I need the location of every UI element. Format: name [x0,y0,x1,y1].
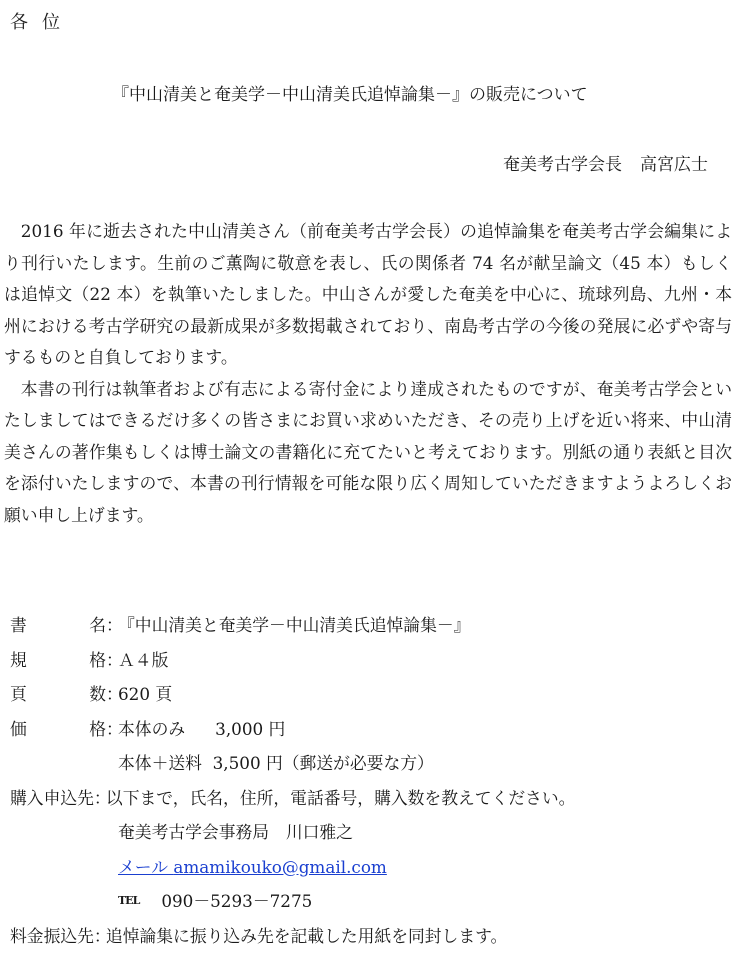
detail-row-tel [10,884,730,919]
detail-row-book-title [10,608,730,643]
detail-label-char: 書 [10,615,27,635]
detail-label [10,677,106,712]
colon: ： [106,684,123,704]
payment-value: 追悼論集に振り込み先を記載した用紙を同封します。 [105,925,508,946]
sender-line [503,150,708,175]
detail-label [10,643,106,678]
detail-value-price-body [118,712,285,747]
detail-row-format [10,643,730,678]
body-text [4,216,732,531]
detail-row-pages [10,677,730,712]
price-with-shipping-value: 3,500 円（郵送が必要な方） [212,753,434,773]
body-paragraph: 2016 年に逝去された中山清美さん（前奄美考古学会長）の追悼論集を奄美考古学会編集により刊行いたします。生前のご薫陶に敬意を表し、氏の関係者 74 名が献呈論文（45 本）もしくは追悼文（22 本）を執筆いたしました。中山さんが愛した奄美を中心に、琉球列島、九州・本州における考古学研究の最新成果が多数掲載されており、南島考古学の今後の発展に必ずや寄与するものと自負しております。 [4,221,732,367]
email-label: メール [118,856,169,877]
price-body-only-label: 本体のみ [118,718,186,739]
colon: ： [106,615,123,635]
detail-label-char: 格 [89,649,106,670]
detail-row-price-shipping [10,746,730,781]
detail-value-pages: 620 頁 [118,684,173,704]
book-details [10,608,730,953]
detail-label-char: 頁 [10,684,27,704]
detail-label [10,712,106,747]
detail-row-order [10,781,730,816]
tel-number: 090－5293－7275 [161,891,313,911]
detail-row-price [10,712,730,747]
detail-label [10,608,106,643]
price-body-only-value: 3,000 円 [215,718,286,739]
payment-label: 料金振込先 [10,925,94,946]
telephone-icon: TEL [118,894,140,907]
order-label: 購入申込先 [10,787,94,808]
detail-label-char: 規 [10,649,27,670]
addressee: 各位 [10,12,74,33]
price-with-shipping-label: 本体＋送料 [118,753,202,773]
sender-name: 高宮広士 [640,155,708,175]
detail-label-char: 価 [10,718,27,739]
document-title: 『中山清美と奄美学－中山清美氏追悼論集－』の販売について [112,85,588,105]
detail-value-book-title: 『中山清美と奄美学－中山清美氏追悼論集－』 [118,615,471,635]
detail-label-char: 格 [89,718,106,739]
colon: ： [106,718,123,739]
sender-org: 奄美考古学会長 [503,155,622,175]
detail-label-char: 数 [89,684,106,704]
detail-row-payment [10,919,730,954]
detail-row-office [10,815,730,850]
order-instruction: 以下まで，氏名，住所，電話番号，購入数を教えてください。 [105,787,576,808]
colon: ： [93,925,111,946]
colon: ： [93,787,111,808]
detail-value-format: Ａ４版 [118,649,169,670]
email-address: amamikouko@gmail.com [173,856,387,877]
detail-label-char: 名 [89,615,106,635]
colon: ： [106,649,123,670]
detail-row-email [10,850,730,885]
email-link[interactable] [118,850,387,885]
order-office: 奄美考古学会事務局 川口雅之 [118,822,353,842]
body-paragraph: 本書の刊行は執筆者および有志による寄付金により達成されたものですが、奄美考古学会といたしましてはできるだけ多くの皆さまにお買い求めいただき、その売り上げを近い将来、中山清美さんの著作集もしくは博士論文の書籍化に充てたいと考えております。別紙の通り表紙と目次を添付いたしますので、本書の刊行情報を可能な限り広く周知していただきますようよろしくお願い申し上げます。 [4,378,732,525]
